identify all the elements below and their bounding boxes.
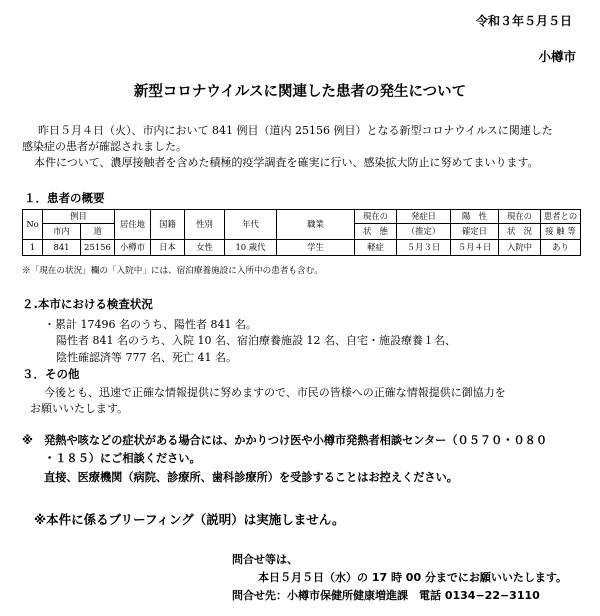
col-case: 例目 [43,210,115,224]
cell-contact: あり [541,240,581,256]
col-positive-2: 確定日 [451,224,499,240]
col-job: 職業 [277,210,355,240]
col-current-1: 現在の [499,210,541,224]
cell-nationality: 日本 [151,240,185,256]
patient-summary-table [22,209,581,256]
testing-line-2: 陽性者 841 名のうち、入院 10 名、宿泊療養施設 12 名、自宅・施設療養１名、 [56,334,456,347]
col-contact-2: 接 触 等 [541,224,581,240]
cell-current: 入院中 [499,240,541,256]
col-onset-2: （推定） [397,224,451,240]
briefing-note: ※本件に係るブリーフィング（説明）は実施しません。 [34,512,345,527]
col-case-city: 市内 [43,224,81,240]
cell-positive: ５月４日 [451,240,499,256]
table-note: ※「現在の状況」欄の「入院中」には、宿泊療養施設に入所中の患者も含む。 [22,266,323,276]
cell-no: 1 [23,240,43,256]
cell-job: 学生 [277,240,355,256]
cell-residence: 小樽市 [115,240,151,256]
issuer-name: 小樽市 [538,49,576,64]
table-header-row [23,210,581,224]
col-contact-1: 患者との [541,210,581,224]
contact-info: 問合せ先：小樽市保健所健康増進課 電話 0134−22−3110 [232,589,540,602]
testing-line-1: ・累計 17496 名のうち、陽性者 841 名。 [44,318,257,331]
intro-line-1: 昨日５月４日（火）、市内において 841 例目（道内 25156 例目）となる新型コロナウイルスに関連した [38,124,553,137]
contact-deadline: 本日５月５日（水）の 17 時 00 分までにお願いいたします。 [258,571,568,584]
cell-onset: ５月３日 [397,240,451,256]
col-positive-1: 陽 性 [451,210,499,224]
notice-line-1: ※ 発熱や咳などの症状がある場合には、かかりつけ医や小樽市発熱者相談センター（０５７０・０８０ [22,434,548,447]
cell-city-case: 841 [43,240,81,256]
testing-line-3: 陰性確認済等 777 名、死亡 41 名。 [56,351,237,364]
col-onset-1: 発症日 [397,210,451,224]
cell-pref-case: 25156 [81,240,115,256]
col-current-2: 状 況 [499,224,541,240]
cell-sex: 女性 [185,240,225,256]
col-age: 年代 [225,210,277,240]
notice-line-3: 直接、医療機関（病院、診療所、歯科診療所）を受診することはお控えください。 [44,471,458,484]
issue-date: 令和３年５月５日 [475,14,572,28]
notice-line-2: ・１８５）にご相談ください。 [44,452,201,465]
other-line-1: 今後とも、迅速で正確な情報提供に努めますので、市民の皆様への正確な情報提供に御協力を [44,386,506,399]
col-no: No [23,210,43,240]
col-nationality: 国籍 [151,210,185,240]
table-row [23,240,581,256]
page-title: 新型コロナウイルスに関連した患者の発生について [133,84,467,100]
contact-label: 問合せ等は、 [232,553,298,566]
intro-line-2: 感染症の患者が確認されました。 [22,140,187,153]
col-status-2: 状 態 [355,224,397,240]
col-sex: 性別 [185,210,225,240]
other-line-2: お願いいたします。 [30,402,129,415]
col-case-pref: 道 [81,224,115,240]
intro-line-3: 本件について、濃厚接触者を含めた積極的疫学調査を確実に行い、感染拡大防止に努めてまいります。 [34,156,539,169]
col-status-1: 現在の [355,210,397,224]
cell-status: 軽症 [355,240,397,256]
section-3-heading: ３．その他 [22,367,80,381]
section-2-heading: ２.本市における検査状況 [22,297,153,311]
section-1-heading: １．患者の概要 [24,191,105,205]
col-residence: 居住地 [115,210,151,240]
cell-age: 10 歳代 [225,240,277,256]
